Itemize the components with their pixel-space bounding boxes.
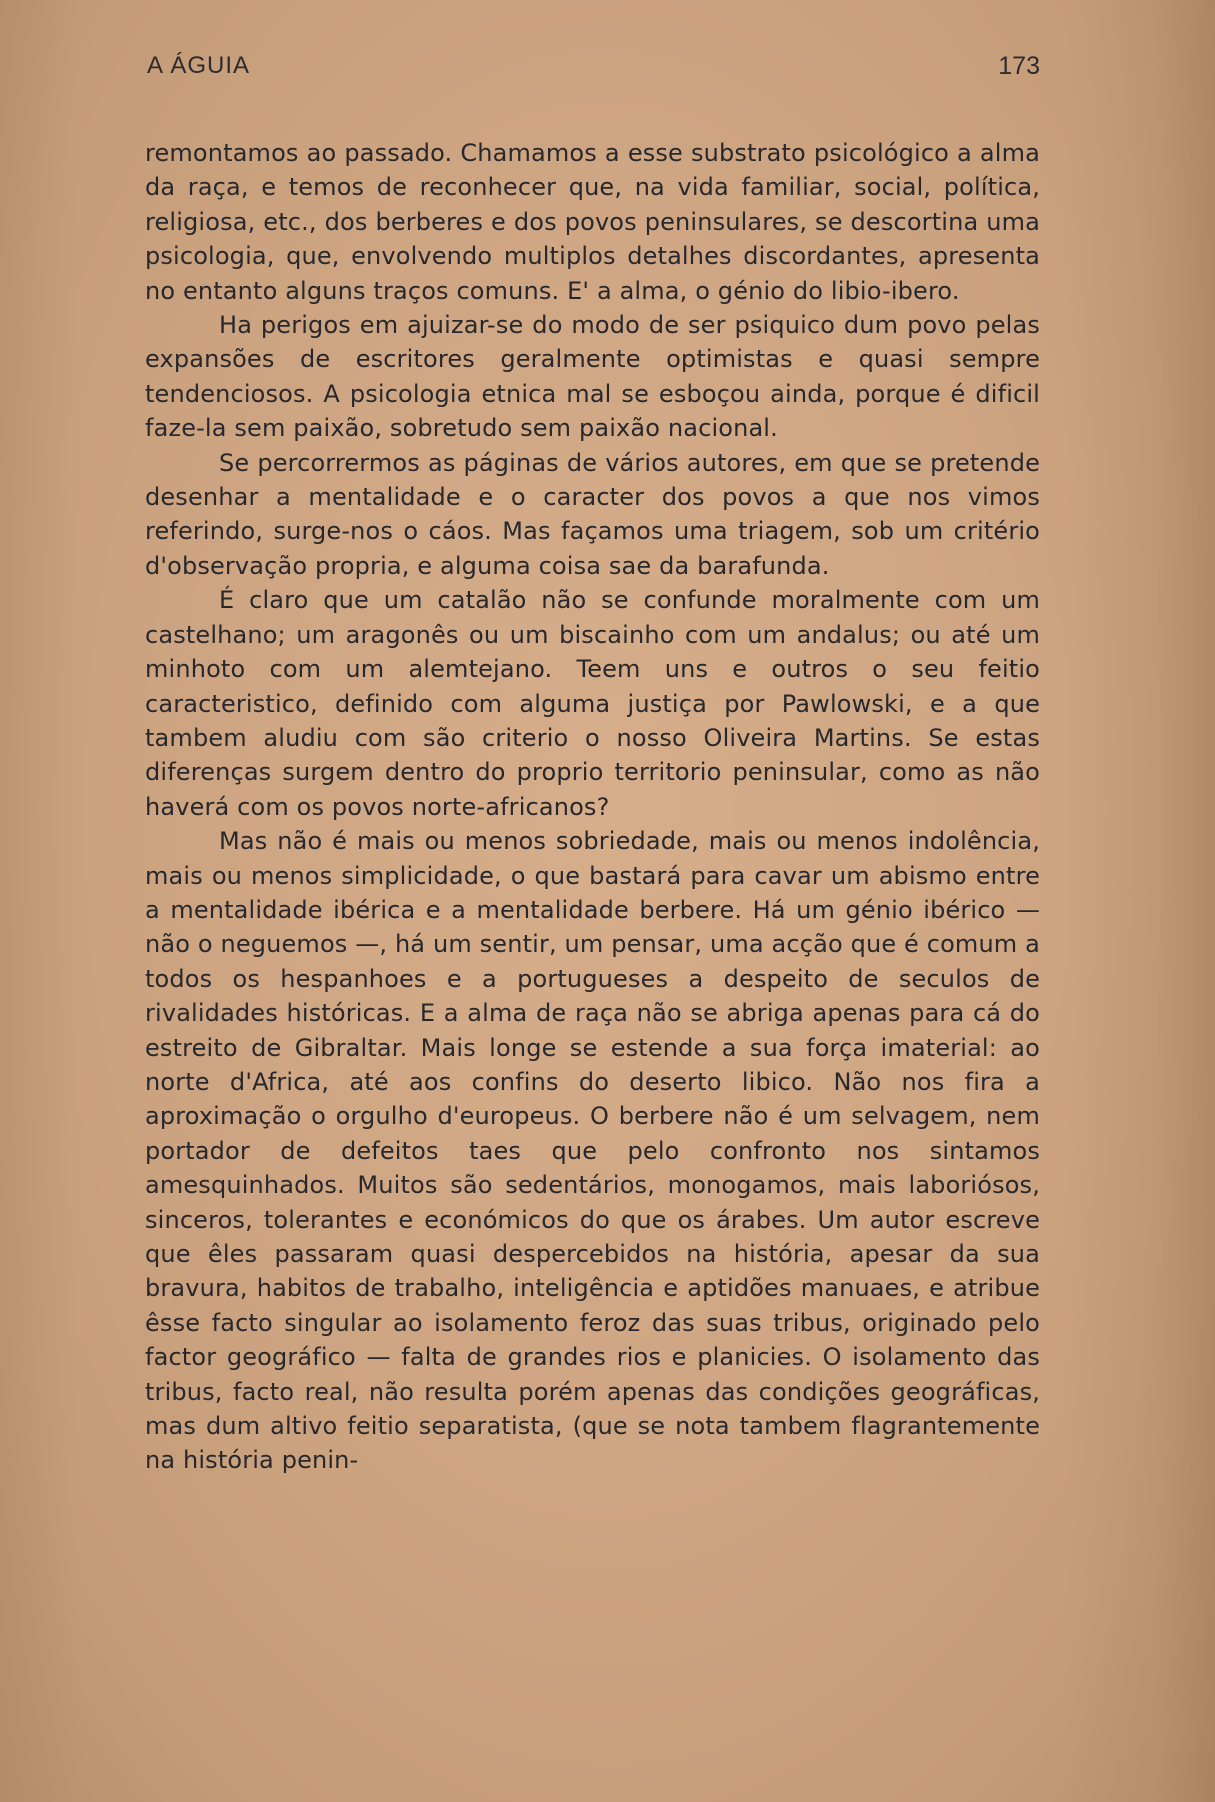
- page-number: 173: [998, 52, 1040, 80]
- paragraph-4: É claro que um catalão não se confunde moralmente com um castelhano; um aragonês ou um biscainho com um andalus; ou até um minhoto com um alemtejano. Teem uns e outros o seu feitio caracteristico, definido com alguma justiça por Pawlowski, e a que tambem aludiu com são criterio o nosso Oliveira Martins. Se estas diferenças surgem dentro do proprio territorio peninsular, como as não haverá com os povos norte-africanos?: [145, 586, 1040, 821]
- paragraph-3: Se percorrermos as páginas de vários autores, em que se pretende desenhar a mentalidade e o caracter dos povos a que nos vimos referindo, surge-nos o cáos. Mas façamos uma triagem, sob um critério d'observação propria, e alguma coisa sae da barafunda.: [145, 448, 1040, 580]
- paragraph-5: Mas não é mais ou menos sobriedade, mais ou menos indolência, mais ou menos simplicidade, o que bastará para cavar um abismo entre a mentalidade ibérica e a mentalidade berbere. Há um génio ibérico — não o neguemos —, há um sentir, um pensar, uma acção que é comum a todos os hespanhoes e a portugueses a despeito de seculos de rivalidades históricas. E a alma de raça não se abriga apenas para cá do estreito de Gibraltar. Mais longe se estende a sua força imaterial: ao norte d'Africa, até aos confins do deserto libico. Não nos fira a aproximação o orgulho d'europeus. O berbere não é um selvagem, nem portador de defeitos taes que pelo confronto nos sintamos amesquinhados. Muitos são sedentários, monogamos, mais laboriósos, sinceros, tolerantes e económicos do que os árabes. Um autor escreve que êles passaram quasi despercebidos na história, apesar da sua bravura, habitos de trabalho, inteligência e aptidões manuaes, e atribue êsse facto singular ao isolamento feroz das suas tribus, originado pelo factor geográfico — falta de grandes rios e planicies. O isolamento das tribus, facto real, não resulta porém apenas das condições geográficas, mas dum altivo feitio separatista, (que se nota tambem flagrantemente na história penin-: [145, 827, 1040, 1475]
- paragraph-1: remontamos ao passado. Chamamos a esse substrato psicológico a alma da raça, e temos de reconhecer que, na vida familiar, social, política, religiosa, etc., dos berberes e dos povos peninsulares, se descortina uma psicologia, que, envolvendo multiplos detalhes discordantes, apresenta no entanto alguns traços comuns. E' a alma, o génio do libio-ibero.: [145, 139, 1040, 305]
- paragraph-2: Ha perigos em ajuizar-se do modo de ser psiquico dum povo pelas expansões de escritores geralmente optimistas e quasi sempre tendenciosos. A psicologia etnica mal se esboçou ainda, porque é dificil faze-la sem paixão, sobretudo sem paixão nacional.: [145, 311, 1040, 443]
- page-header: [147, 52, 1040, 92]
- running-title: A ÁGUIA: [147, 52, 251, 79]
- page-edge-shadow-right: [1065, 0, 1215, 1802]
- body-text: [145, 136, 1040, 1478]
- page-edge-shadow-left: [0, 0, 80, 1802]
